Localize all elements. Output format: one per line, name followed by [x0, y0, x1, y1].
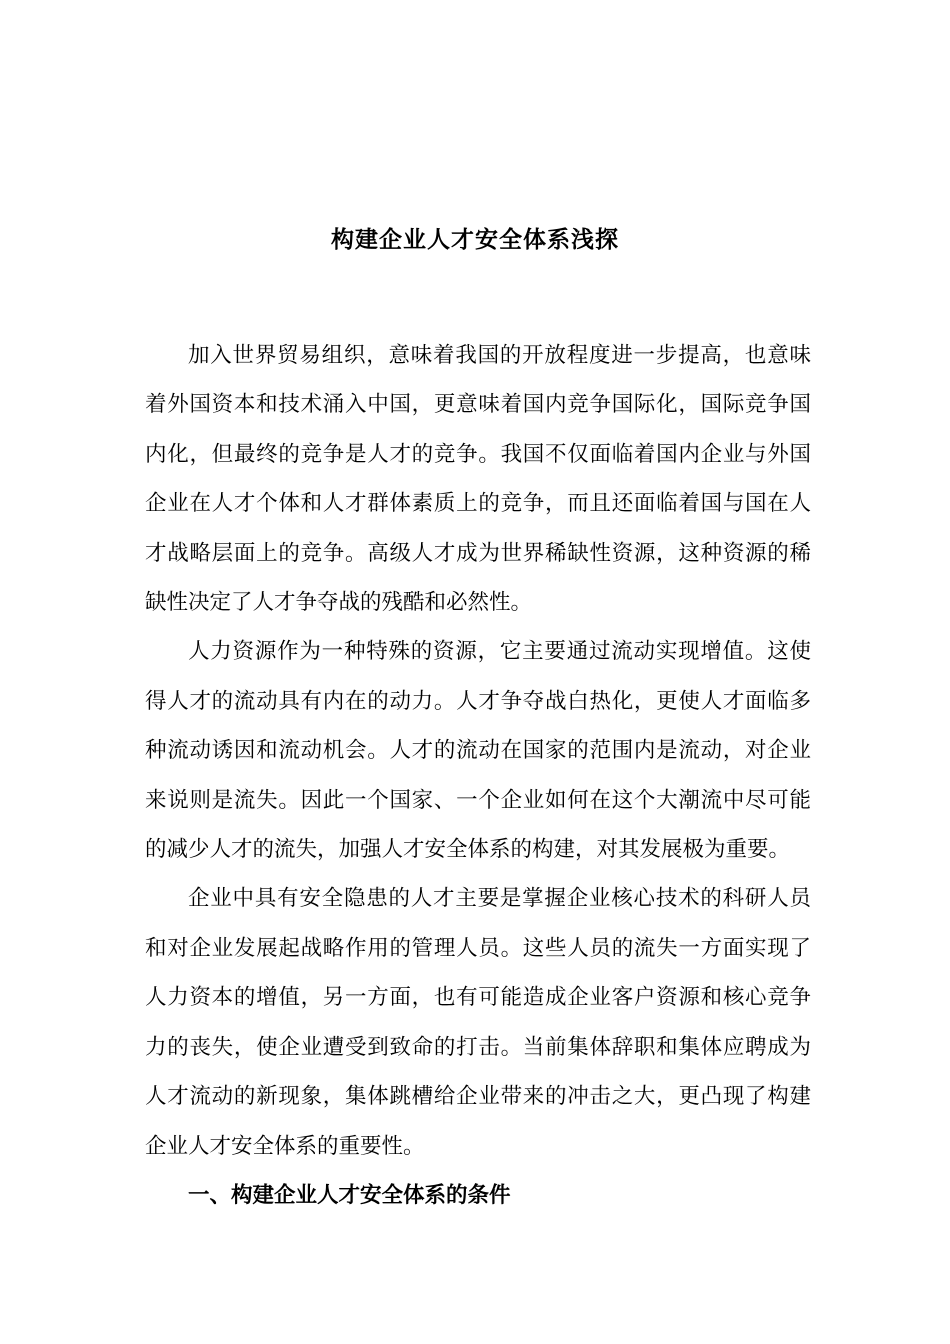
paragraph-2: 人力资源作为一种特殊的资源，它主要通过流动实现增值。这使得人才的流动具有内在的动力。人才争夺战白热化，更使人才面临多种流动诱因和流动机会。人才的流动在国家的范围内是流动，对企业来说则是流失。因此一个国家、一个企业如何在这个大潮流中尽可能的减少人才的流失，加强人才安全体系的构建，对其发展极为重要。	[145, 639, 811, 863]
paragraph-3: 企业中具有安全隐患的人才主要是掌握企业核心技术的科研人员和对企业发展起战略作用的管理人员。这些人员的流失一方面实现了人力资本的增值，另一方面，也有可能造成企业客户资源和核心竞争力的丧失，使企业遭受到致命的打击。当前集体辞职和集体应聘成为人才流动的新现象，集体跳槽给企业带来的冲击之大，更凸现了构建企业人才安全体系的重要性。	[145, 886, 811, 1159]
paragraph-1: 加入世界贸易组织，意味着我国的开放程度进一步提高，也意味着外国资本和技术涌入中国，更意味着国内竞争国际化，国际竞争国内化，但最终的竞争是人才的竞争。我国不仅面临着国内企业与外国企业在人才个体和人才群体素质上的竞争，而且还面临着国与国在人才战略层面上的竞争。高级人才成为世界稀缺性资源，这种资源的稀缺性决定了人才争夺战的残酷和必然性。	[145, 343, 811, 616]
section-heading-1: 一、构建企业人才安全体系的条件	[188, 1182, 511, 1208]
document-body	[145, 331, 811, 1220]
document-title: 构建企业人才安全体系浅探	[331, 226, 619, 253]
